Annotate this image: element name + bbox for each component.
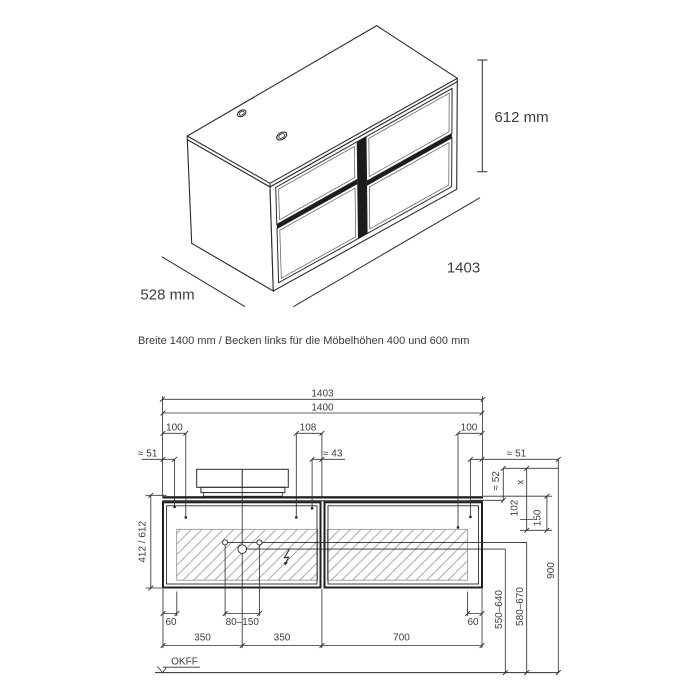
- dim-approx-mid: ≈ 43: [323, 448, 343, 460]
- dim-height-drain: 550–640: [494, 590, 505, 629]
- dim-approx-right: ≈ 51: [506, 448, 527, 460]
- dim-height-total: 900: [545, 562, 557, 579]
- dim-approx-left: ≈ 51: [138, 448, 158, 460]
- dim-span-c: 700: [393, 632, 410, 644]
- caption-text: Breite 1400 mm / Becken links für die Möbelhöhen 400 und 600 mm: [138, 335, 470, 347]
- pipe-hole-icon: [223, 540, 228, 545]
- dim-approx-52: ≈ 52: [491, 471, 502, 491]
- dim-tap-range: 80–150: [225, 617, 259, 628]
- dim-offset-right: 100: [460, 422, 478, 434]
- dim-offset-mid: 108: [299, 422, 317, 434]
- countertop: [162, 496, 483, 501]
- dim-body-height: 412 / 612: [137, 520, 149, 563]
- hatch-zone-right: [327, 529, 467, 580]
- iso-width-label: 1403: [446, 259, 481, 277]
- floor-level-label: OKFF: [171, 656, 198, 668]
- hatch-zone-left: [177, 529, 318, 580]
- front-elevation: [138, 389, 561, 676]
- dim-offset-left: 100: [166, 422, 183, 434]
- dim-span-a: 350: [194, 632, 211, 644]
- isometric-view: [140, 26, 548, 307]
- iso-height-label: 612 mm: [494, 109, 549, 126]
- dim-edge-left: 60: [165, 617, 177, 628]
- mounting-hole-dots: [173, 506, 471, 529]
- iso-depth-label: 528 mm: [140, 286, 195, 304]
- pipe-hole-icon: [257, 540, 262, 545]
- dim-carcass-width: 1400: [311, 402, 334, 414]
- drain-pipe-icon: [238, 545, 247, 554]
- dim-102: 102: [509, 499, 521, 517]
- dim-height-outlet: 580–670: [515, 587, 526, 626]
- dim-150: 150: [532, 509, 544, 527]
- dim-span-b: 350: [273, 632, 291, 644]
- dim-overall-width: 1403: [311, 388, 334, 400]
- dim-edge-right: 60: [467, 617, 479, 628]
- dim-x: x: [515, 479, 527, 485]
